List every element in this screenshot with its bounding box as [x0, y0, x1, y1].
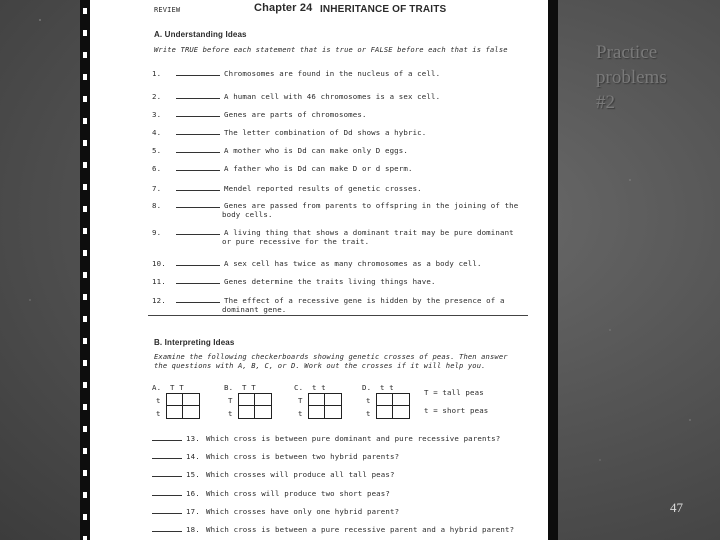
film-sprocket-hole: [83, 96, 87, 102]
key-tall: T = tall peas: [424, 388, 484, 397]
answer-blank[interactable]: [152, 525, 182, 532]
statement-text: Mendel reported results of genetic crosses.: [224, 184, 422, 193]
answer-blank[interactable]: [176, 184, 220, 191]
film-sprocket-hole: [83, 30, 87, 36]
statement-row: [152, 296, 505, 305]
statement-row: [152, 228, 514, 237]
punnett-square: [308, 393, 342, 419]
answer-blank[interactable]: [176, 69, 220, 76]
statement-number: 8.: [152, 201, 162, 210]
film-sprocket-hole: [83, 294, 87, 300]
film-sprocket-hole: [83, 360, 87, 366]
statement-continuation: dominant gene.: [222, 305, 287, 314]
section-b-instructions-2: the questions with A, B, C, or D. Work out the crosses if it will help you.: [154, 361, 486, 370]
film-sprocket-hole: [83, 426, 87, 432]
film-sprocket-hole: [83, 272, 87, 278]
statement-number: 5.: [152, 146, 162, 155]
review-label: REVIEW: [154, 6, 181, 14]
answer-blank[interactable]: [152, 507, 182, 514]
board-top-alleles: T T: [242, 383, 256, 392]
worksheet-scan: [80, 0, 558, 540]
question-text: Which cross is between pure dominant and pure recessive parents?: [206, 434, 501, 443]
question-number: 16.: [186, 489, 200, 498]
question-number: 14.: [186, 452, 200, 461]
question-number: 18.: [186, 525, 200, 534]
question-row: [152, 525, 514, 534]
answer-blank[interactable]: [152, 470, 182, 477]
statement-number: 3.: [152, 110, 162, 119]
slide-page-number: 47: [670, 500, 683, 515]
statement-text: A father who is Dd can make D or d sperm.: [224, 164, 413, 173]
statement-row: [152, 92, 440, 101]
film-sprocket-hole: [83, 206, 87, 212]
statement-row: [152, 164, 413, 173]
statement-number: 11.: [152, 277, 166, 286]
answer-blank[interactable]: [176, 296, 220, 303]
statement-text: Genes determine the traits living things have.: [224, 277, 436, 286]
answer-blank[interactable]: [176, 228, 220, 235]
worksheet-page: [94, 0, 540, 540]
film-sprocket-hole: [83, 338, 87, 344]
film-sprocket-hole: [83, 140, 87, 146]
board-top-alleles: t t: [312, 383, 326, 392]
statement-number: 1.: [152, 69, 162, 78]
answer-blank[interactable]: [176, 201, 220, 208]
statement-text: A human cell with 46 chromosomes is a sex cell.: [224, 92, 441, 101]
statement-number: 7.: [152, 184, 162, 193]
section-b-instructions-1: Examine the following checkerboards showing genetic crosses of peas. Then answer: [154, 352, 508, 361]
punnett-square: [166, 393, 200, 419]
section-a-instructions: Write TRUE before each statement that is true or FALSE before each that is false: [154, 45, 508, 54]
board-top-alleles: T T: [170, 383, 184, 392]
question-number: 15.: [186, 470, 200, 479]
question-row: [152, 470, 395, 479]
statement-number: 9.: [152, 228, 162, 237]
question-text: Which cross is between two hybrid parents?: [206, 452, 400, 461]
board-label: C.: [294, 383, 304, 392]
film-sprocket-hole: [83, 382, 87, 388]
answer-blank[interactable]: [152, 452, 182, 459]
statement-text: A mother who is Dd can make only D eggs.: [224, 146, 408, 155]
statement-row: [152, 259, 482, 268]
scan-right-edge: [548, 0, 558, 540]
film-sprocket-hole: [83, 470, 87, 476]
statement-text: A sex cell has twice as many chromosomes as a body cell.: [224, 259, 482, 268]
film-sprocket-hole: [83, 52, 87, 58]
answer-blank[interactable]: [152, 434, 182, 441]
board-label: D.: [362, 383, 372, 392]
section-divider: [148, 315, 528, 316]
statement-row: [152, 184, 422, 193]
statement-row: [152, 277, 436, 286]
film-sprocket-hole: [83, 536, 87, 540]
scan-left-edge: [80, 0, 90, 540]
film-sprocket-hole: [83, 8, 87, 14]
statement-number: 2.: [152, 92, 162, 101]
section-b-title: B. Interpreting Ideas: [154, 338, 235, 347]
question-text: Which crosses have only one hybrid parent?: [206, 507, 400, 516]
film-sprocket-hole: [83, 316, 87, 322]
question-number: 13.: [186, 434, 200, 443]
film-sprocket-hole: [83, 492, 87, 498]
answer-blank[interactable]: [176, 259, 220, 266]
punnett-square: [238, 393, 272, 419]
answer-blank[interactable]: [176, 92, 220, 99]
board-side-allele: t: [156, 396, 161, 405]
film-sprocket-hole: [83, 118, 87, 124]
question-text: Which crosses will produce all tall peas?: [206, 470, 395, 479]
film-sprocket-hole: [83, 250, 87, 256]
question-row: [152, 434, 500, 443]
statement-text: Genes are passed from parents to offspring in the joining of the: [224, 201, 519, 210]
board-side-allele: t: [298, 409, 303, 418]
statement-continuation: or pure recessive for the trait.: [222, 237, 370, 246]
board-side-allele: t: [366, 396, 371, 405]
statement-number: 12.: [152, 296, 166, 305]
punnett-square: [376, 393, 410, 419]
answer-blank[interactable]: [176, 164, 220, 171]
statement-text: The letter combination of Dd shows a hybric.: [224, 128, 427, 137]
board-side-allele: t: [366, 409, 371, 418]
film-sprocket-hole: [83, 74, 87, 80]
section-a-title: A. Understanding Ideas: [154, 30, 247, 39]
question-number: 17.: [186, 507, 200, 516]
board-side-allele: t: [156, 409, 161, 418]
statement-row: [152, 69, 440, 78]
board-label: A.: [152, 383, 162, 392]
board-label: B.: [224, 383, 234, 392]
film-sprocket-hole: [83, 184, 87, 190]
statement-number: 4.: [152, 128, 162, 137]
board-side-allele: t: [228, 409, 233, 418]
board-top-alleles: t t: [380, 383, 394, 392]
statement-row: [152, 128, 426, 137]
film-sprocket-hole: [83, 514, 87, 520]
slide-title: Practice problems #2: [596, 42, 667, 113]
chapter-label: Chapter 24: [254, 2, 313, 14]
question-text: Which cross is between a pure recessive parent and a hybrid parent?: [206, 525, 515, 534]
film-sprocket-hole: [83, 162, 87, 168]
chapter-topic: INHERITANCE OF TRAITS: [320, 4, 447, 15]
board-side-allele: T: [298, 396, 303, 405]
question-row: [152, 489, 390, 498]
statement-number: 10.: [152, 259, 166, 268]
statement-row: [152, 110, 367, 119]
answer-blank[interactable]: [176, 128, 220, 135]
film-sprocket-hole: [83, 448, 87, 454]
statement-text: The effect of a recessive gene is hidden by the presence of a: [224, 296, 505, 305]
question-row: [152, 507, 399, 516]
statement-row: [152, 146, 408, 155]
statement-number: 6.: [152, 164, 162, 173]
answer-blank[interactable]: [152, 489, 182, 496]
statement-row: [152, 201, 518, 210]
statement-continuation: body cells.: [222, 210, 273, 219]
question-text: Which cross will produce two short peas?: [206, 489, 390, 498]
statement-text: Chromosomes are found in the nucleus of a cell.: [224, 69, 441, 78]
statement-text: A living thing that shows a dominant trait may be pure dominant: [224, 228, 514, 237]
question-row: [152, 452, 399, 461]
board-side-allele: T: [228, 396, 233, 405]
statement-text: Genes are parts of chromosomes.: [224, 110, 367, 119]
film-sprocket-hole: [83, 404, 87, 410]
answer-blank[interactable]: [176, 146, 220, 153]
answer-blank[interactable]: [176, 110, 220, 117]
film-sprocket-hole: [83, 228, 87, 234]
key-short: t = short peas: [424, 406, 489, 415]
answer-blank[interactable]: [176, 277, 220, 284]
